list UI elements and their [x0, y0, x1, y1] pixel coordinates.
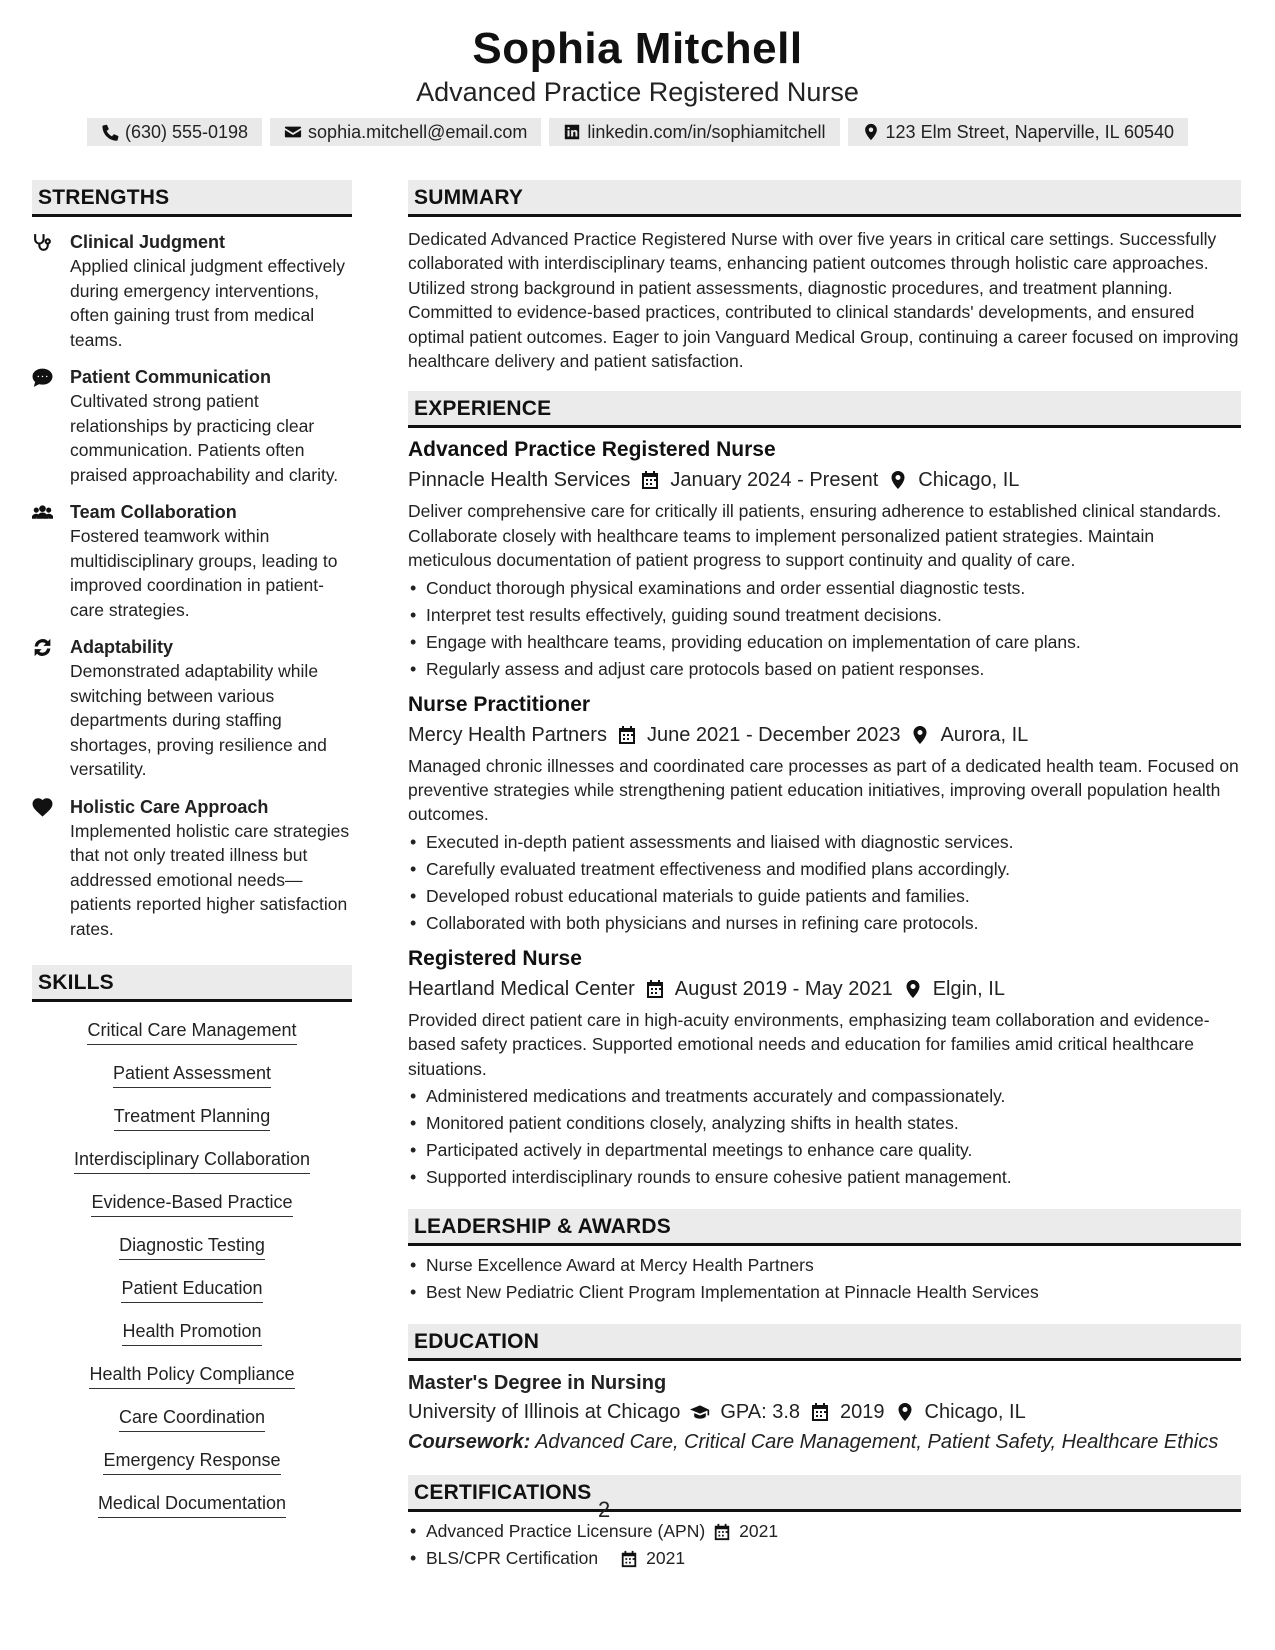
job-description: Deliver comprehensive care for critically ill patients, ensuring adherence to established clinical standards. Collaborate closely with healthcare teams to implement personalized patient strategies. Maintain meticulous documentation of patient progress to support continuity and quality of care. [408, 501, 1222, 571]
calendar-icon [617, 725, 637, 745]
skill-tag: Treatment Planning [114, 1104, 270, 1131]
strength-title: Team Collaboration [70, 502, 237, 522]
summary-text: Dedicated Advanced Practice Registered Nurse with over five years in critical care settings. Successfully collaborated with interdisciplinary teams, enhancing patient outcomes through holistic care approaches. Utilized strong background in patient assessments, diagnostic procedures, and treatment planning. Committed to evidence-based practices, contributed to clinical standards' developments, and ensured optimal patient outcomes. Eager to join Vanguard Medical Group, continuing a career focused on improving healthcare delivery and patient satisfaction. [408, 229, 1239, 372]
envelope-icon [284, 123, 302, 141]
job-description: Provided direct patient care in high-acuity environments, emphasizing team collaboration and evidence-based safety practices. Supported emotional needs and education for families amid critical healthcare situations. [408, 1009, 1210, 1079]
education-heading: EDUCATION [408, 1324, 1241, 1361]
certifications-list [408, 1518, 1241, 1572]
list-item [408, 1545, 1241, 1572]
job-company: Mercy Health Partners [408, 723, 607, 746]
list-item: • Collaborated with both physicians and nurses in refining care protocols. [408, 910, 1241, 937]
education-meta [408, 1397, 1241, 1427]
job-location: Elgin, IL [932, 977, 1005, 1000]
list-item: • Monitored patient conditions closely, analyzing shifts in health states. [408, 1110, 1241, 1137]
skill-tag: Interdisciplinary Collaboration [74, 1147, 310, 1174]
coursework [408, 1427, 1241, 1457]
cert-name: • BLS/CPR Certification [426, 1548, 599, 1569]
job-location: Aurora, IL [940, 723, 1029, 746]
list-item: • Participated actively in departmental meetings to enhance care quality. [408, 1137, 1241, 1164]
list-item: • Supported interdisciplinary rounds to ensure cohesive patient management. [408, 1164, 1241, 1191]
map-marker-icon [903, 979, 923, 999]
contact-linkedin[interactable] [549, 118, 839, 146]
skill-tag: Diagnostic Testing [119, 1233, 265, 1260]
linkedin-icon [563, 123, 581, 141]
strength-item [32, 795, 352, 942]
contact-phone[interactable] [87, 118, 262, 146]
list-item: • Conduct thorough physical examinations and order essential diagnostic tests. [408, 575, 1241, 602]
cert-name: • Advanced Practice Licensure (APN) [426, 1521, 706, 1542]
contact-bar [0, 118, 1275, 146]
certifications-heading: CERTIFICATIONS [408, 1475, 1241, 1512]
calendar-icon [810, 1402, 830, 1422]
list-item: • Executed in-depth patient assessments and liaised with diagnostic services. [408, 829, 1241, 856]
list-item: • Nurse Excellence Award at Mercy Health Partners [408, 1252, 1241, 1279]
graduation-year: 2019 [840, 1401, 885, 1424]
strength-item [32, 365, 352, 487]
skill-tag: Patient Education [121, 1276, 262, 1303]
strength-item [32, 230, 352, 352]
strength-title: Adaptability [70, 637, 174, 657]
strength-title: Holistic Care Approach [70, 796, 269, 817]
calendar-icon [640, 470, 660, 490]
summary-heading: SUMMARY [408, 180, 1241, 217]
list-item [408, 1518, 1241, 1545]
skill-tag: Critical Care Management [87, 1018, 296, 1045]
stethoscope-icon [32, 232, 53, 253]
strength-title: Clinical Judgment [70, 232, 226, 252]
contact-email[interactable] [270, 118, 541, 146]
skill-tag: Health Promotion [122, 1319, 261, 1346]
graduation-cap-icon [690, 1402, 710, 1422]
job-bullets [408, 1083, 1241, 1191]
map-marker-icon [862, 123, 880, 141]
school-name: University of Illinois at Chicago [408, 1401, 681, 1424]
cert-year: 2021 [739, 1521, 779, 1542]
job-meta [408, 720, 1241, 750]
coursework-list: Advanced Care, Critical Care Management, Patient Safety, Healthcare Ethics [535, 1431, 1219, 1454]
heart-icon [32, 797, 53, 818]
job-title: Registered Nurse [408, 946, 582, 970]
skills-list [32, 1018, 352, 1534]
degree-title: Master's Degree in Nursing [408, 1372, 667, 1395]
email-text: sophia.mitchell@email.com [308, 121, 528, 142]
strengths-heading: STRENGTHS [32, 180, 352, 217]
job-company: Heartland Medical Center [408, 977, 635, 1000]
skill-tag: Health Policy Compliance [89, 1362, 294, 1389]
linkedin-text: linkedin.com/in/sophiamitchell [587, 121, 826, 142]
map-marker-icon [888, 470, 908, 490]
skill-tag: Care Coordination [119, 1405, 265, 1432]
gpa-value: GPA: 3.8 [720, 1401, 801, 1424]
list-item: • Regularly assess and adjust care protocols based on patient responses. [408, 656, 1241, 683]
skill-tag: Emergency Response [103, 1448, 280, 1475]
list-item: • Administered medications and treatments accurately and compassionately. [408, 1083, 1241, 1110]
left-column [32, 180, 352, 1534]
sync-icon [32, 637, 53, 658]
calendar-icon [713, 1523, 731, 1541]
job-meta [408, 974, 1241, 1004]
job-description: Managed chronic illnesses and coordinated care processes as part of a dedicated health team. Focused on preventive strategies while strengthening patient education initiatives, improving overall population health outcomes. [408, 755, 1239, 825]
awards-heading: LEADERSHIP & AWARDS [408, 1209, 1241, 1246]
users-icon [32, 502, 53, 523]
calendar-icon [645, 979, 665, 999]
awards-list [408, 1252, 1241, 1306]
job-bullets [408, 575, 1241, 683]
strength-item [32, 635, 352, 782]
strength-desc: Applied clinical judgment effectively during emergency interventions, often gaining trust from medical teams. [70, 256, 345, 350]
right-column [408, 180, 1241, 1572]
resume-header [0, 0, 1275, 146]
skill-tag: Evidence-Based Practice [91, 1190, 292, 1217]
job-dates: June 2021 - December 2023 [646, 723, 901, 746]
skill-tag: Patient Assessment [113, 1061, 271, 1088]
coursework-label: Coursework: [408, 1431, 531, 1454]
page-number: 2 [598, 1497, 611, 1522]
job-location: Chicago, IL [918, 469, 1020, 492]
list-item: • Best New Pediatric Client Program Implementation at Pinnacle Health Services [408, 1279, 1241, 1306]
cert-year: 2021 [646, 1548, 686, 1569]
school-location: Chicago, IL [924, 1401, 1026, 1424]
job-title: Advanced Practice Registered Nurse [408, 438, 776, 462]
job-dates: August 2019 - May 2021 [674, 977, 893, 1000]
comment-icon [32, 367, 53, 388]
candidate-title: Advanced Practice Registered Nurse [416, 77, 859, 107]
job-bullets [408, 829, 1241, 937]
job-meta [408, 465, 1241, 495]
map-marker-icon [910, 725, 930, 745]
calendar-icon [620, 1550, 638, 1568]
address-text: 123 Elm Street, Naperville, IL 60540 [885, 121, 1175, 142]
strength-desc: Cultivated strong patient relationships by practicing clear communication. Patients often praised approachability and clarity. [70, 391, 339, 485]
experience-heading: EXPERIENCE [408, 391, 1241, 428]
job-entry [408, 945, 1241, 1191]
job-company: Pinnacle Health Services [408, 469, 631, 492]
job-entry [408, 436, 1241, 682]
strength-title: Patient Communication [70, 367, 272, 387]
candidate-name: Sophia Mitchell [472, 24, 803, 73]
map-marker-icon [895, 1402, 915, 1422]
contact-address [848, 118, 1189, 146]
strength-desc: Demonstrated adaptability while switching between various departments during staffing shortages, proving resilience and versatility. [70, 661, 327, 779]
strength-desc: Fostered teamwork within multidisciplinary groups, leading to improved coordination in patient-care strategies. [70, 526, 338, 620]
job-entry [408, 691, 1241, 937]
job-title: Nurse Practitioner [408, 692, 591, 716]
list-item: • Interpret test results effectively, guiding sound treatment decisions. [408, 602, 1241, 629]
strength-item [32, 500, 352, 622]
job-dates: January 2024 - Present [670, 469, 879, 492]
phone-text: (630) 555-0198 [124, 121, 249, 142]
list-item: • Carefully evaluated treatment effectiveness and modified plans accordingly. [408, 856, 1241, 883]
list-item: • Engage with healthcare teams, providing education on implementation of care plans. [408, 629, 1241, 656]
phone-icon [101, 123, 119, 141]
strength-desc: Implemented holistic care strategies that not only treated illness but addressed emotional needs—patients reported higher satisfaction rates. [70, 820, 350, 939]
skills-heading: SKILLS [32, 965, 352, 1002]
skill-tag: Medical Documentation [98, 1491, 286, 1518]
list-item: • Developed robust educational materials to guide patients and families. [408, 883, 1241, 910]
